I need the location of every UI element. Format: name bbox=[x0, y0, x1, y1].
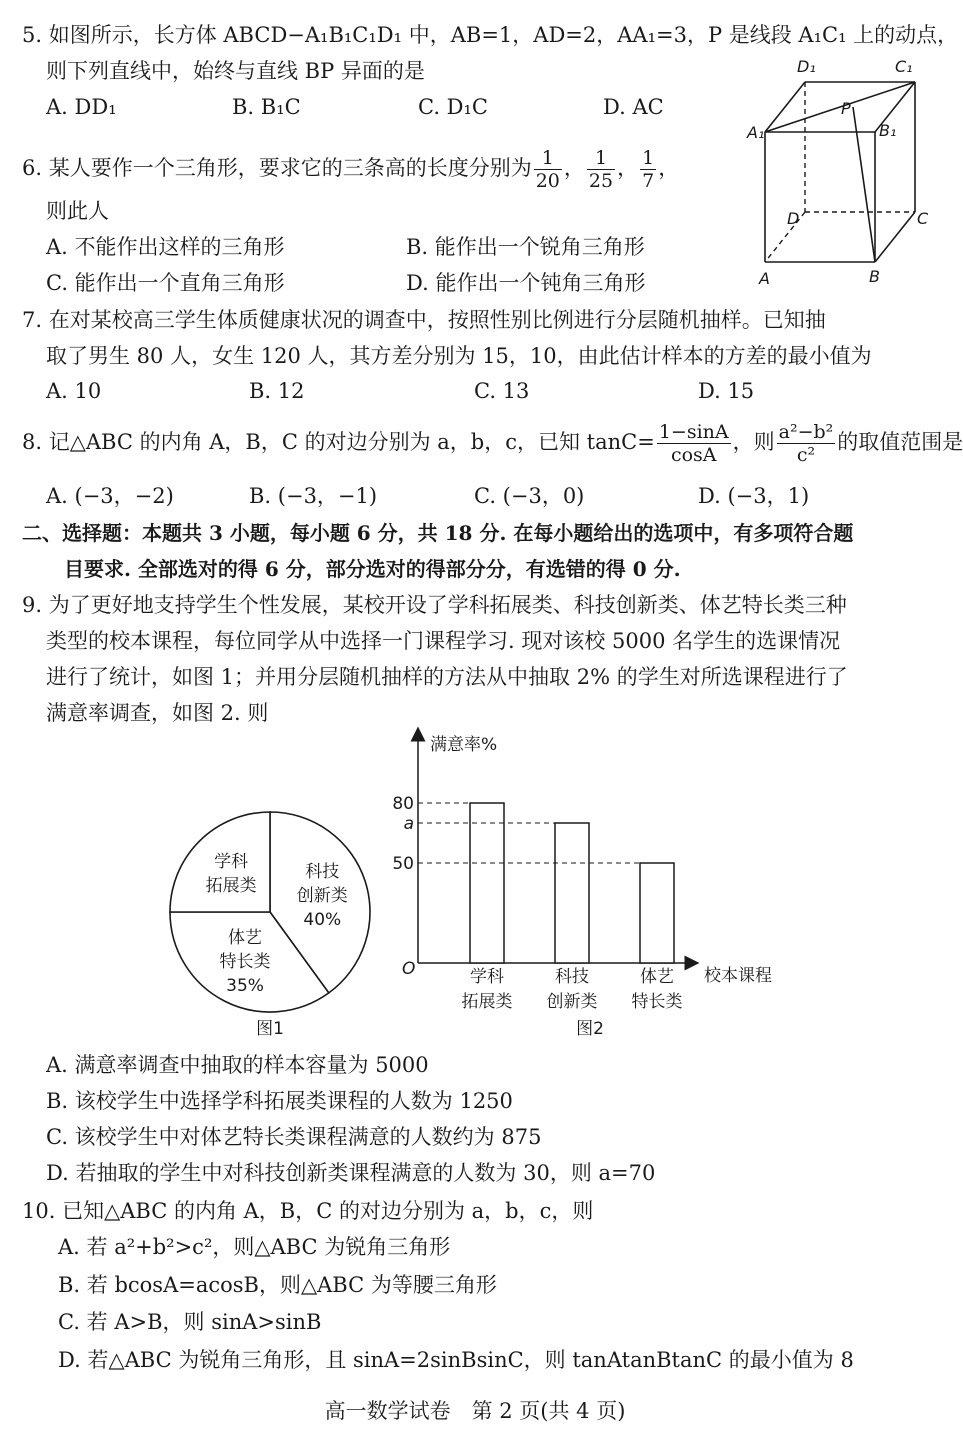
page-footer: 高一数学试卷 第 2 页(共 4 页) bbox=[324, 1399, 626, 1423]
q5-option-d: D. AC bbox=[603, 95, 664, 119]
pie-label-0-1: 拓展类 bbox=[205, 876, 257, 897]
q6-option-a: A. 不能作出这样的三角形 bbox=[46, 235, 285, 259]
bar-2 bbox=[640, 863, 674, 963]
q10-option-a: A. 若 a²+b²>c²，则△ABC 为锐角三角形 bbox=[58, 1235, 451, 1259]
q5-option-b: B. B₁C bbox=[232, 95, 301, 119]
q7-line2: 取了男生 80 人，女生 120 人，其方差分别为 15，10，由此估计样本的方差的最小值为 bbox=[46, 344, 872, 368]
q10-option-d: D. 若△ABC 为锐角三角形，且 sinA=2sinBsinC，则 tanAtanBtanC 的最小值为 8 bbox=[58, 1348, 854, 1372]
q7-option-d: D. 15 bbox=[698, 379, 755, 403]
q8-option-c: C. (−3，0) bbox=[474, 484, 585, 508]
label-d1: D₁ bbox=[797, 57, 816, 76]
cuboid-figure bbox=[745, 52, 945, 292]
q9-option-c: C. 该校学生中对体艺特长类课程满意的人数约为 875 bbox=[46, 1125, 542, 1149]
q6-line2: 则此人 bbox=[46, 199, 109, 223]
q5-line1: 5. 如图所示，长方体 ABCD−A₁B₁C₁D₁ 中，AB=1，AD=2，AA₁=3，P 是线段 A₁C₁ 上的动点， bbox=[22, 23, 959, 47]
section2-heading-line1: 二、选择题：本题共 3 小题，每小题 6 分，共 18 分. 在每小题给出的选项中，有多项符合题 bbox=[22, 521, 854, 545]
label-b: B bbox=[869, 267, 880, 286]
q8-line1: 8. 记△ABC 的内角 A，B，C 的对边分别为 a，b，c，已知 tanC= $\frac{1-\sin A}{\cos A}$ ，则 $\frac{\text{a²−b²}}{\text{c²}}$ 的取值范围是 bbox=[22, 421, 963, 466]
label-c: C bbox=[917, 209, 929, 228]
bar-category-0-0: 学科 bbox=[470, 967, 504, 987]
q6-option-b: B. 能作出一个锐角三角形 bbox=[406, 235, 645, 259]
q6-frac-3: $\frac{1}{7}$ bbox=[642, 147, 655, 192]
q5-option-c: C. D₁C bbox=[418, 95, 488, 119]
label-d: D bbox=[787, 209, 800, 228]
pie-label-2-2: 35% bbox=[226, 976, 264, 997]
pie-label-0-0: 学科 bbox=[214, 852, 249, 873]
q6-prefix: 6. 某人要作一个三角形，要求它的三条高的长度分别为 bbox=[22, 156, 532, 180]
pie-label-1-1: 创新类 bbox=[296, 886, 348, 907]
q6-line1: 6. 某人要作一个三角形，要求它的三条高的长度分别为 $\frac{1}{20}$ ， $\frac{1}{25}$ ， $\frac{1}{7}$ ， bbox=[22, 147, 680, 192]
q10-option-c: C. 若 A>B，则 sinA>sinB bbox=[58, 1310, 322, 1334]
bar-xlabel: 校本课程 bbox=[704, 966, 772, 986]
q9-option-b: B. 该校学生中选择学科拓展类课程的人数为 1250 bbox=[46, 1089, 513, 1113]
q9-line3: 进行了统计，如图 1；并用分层随机抽样的方法从中抽取 2% 的学生对所选课程进行了 bbox=[46, 665, 848, 689]
q5-option-a: A. DD₁ bbox=[46, 95, 117, 119]
q7-option-a: A. 10 bbox=[46, 379, 102, 403]
pie-chart-figure1 bbox=[160, 810, 380, 1050]
pie-label-1-0: 科技 bbox=[305, 862, 340, 883]
q6-frac-1: $\frac{1}{20}$ bbox=[535, 147, 560, 192]
q9-option-d: D. 若抽取的学生中对科技创新类课程满意的人数为 30，则 a=70 bbox=[46, 1161, 656, 1185]
q9-option-a: A. 满意率调查中抽取的样本容量为 5000 bbox=[46, 1053, 429, 1077]
q9-line4: 满意率调查，如图 2. 则 bbox=[46, 701, 269, 725]
bar-category-2-0: 体艺 bbox=[640, 967, 674, 987]
figure2-caption: 图2 bbox=[576, 1019, 604, 1039]
q6-frac-2: $\frac{1}{25}$ bbox=[588, 147, 614, 192]
bar-category-2-1: 特长类 bbox=[631, 992, 683, 1012]
q7-line1: 7. 在对某校高三学生体质健康状况的调查中，按照性别比例进行分层随机抽样。已知抽 bbox=[22, 308, 826, 332]
q9-line1: 9. 为了更好地支持学生个性发展，某校开设了学科拓展类、科技创新类、体艺特长类三种 bbox=[22, 593, 847, 617]
figure1-caption: 图1 bbox=[256, 1019, 284, 1039]
q8-frac-tanc: $\frac{1-\sin A}{\cos A}$ bbox=[658, 421, 729, 466]
bar-chart-figure2 bbox=[392, 728, 802, 1050]
q7-option-c: C. 13 bbox=[474, 379, 530, 403]
bar-1 bbox=[555, 823, 589, 963]
q8-option-a: A. (−3，−2) bbox=[46, 484, 174, 508]
label-a: A bbox=[759, 269, 770, 288]
q10-option-b: B. 若 bcosA=acosB，则△ABC 为等腰三角形 bbox=[58, 1273, 497, 1297]
q7-option-b: B. 12 bbox=[249, 379, 305, 403]
label-c1: C₁ bbox=[895, 57, 913, 76]
label-a1: A₁ bbox=[747, 123, 765, 142]
q6-option-c: C. 能作出一个直角三角形 bbox=[46, 271, 285, 295]
bar-ytick-0: 80 bbox=[392, 794, 414, 814]
q5-line2: 则下列直线中，始终与直线 BP 异面的是 bbox=[46, 59, 425, 83]
q9-line2: 类型的校本课程，每位同学从中选择一门课程学习. 现对该校 5000 名学生的选课情况 bbox=[46, 629, 841, 653]
bar-category-1-0: 科技 bbox=[555, 967, 589, 987]
q6-option-d: D. 能作出一个钝角三角形 bbox=[406, 271, 646, 295]
label-b1: B₁ bbox=[879, 121, 897, 140]
bar-0 bbox=[470, 803, 504, 963]
q8-frac-ratio: $\frac{\text{a²−b²}}{\text{c²}}$ bbox=[778, 421, 834, 466]
q8-option-b: B. (−3，−1) bbox=[249, 484, 378, 508]
q10-line1: 10. 已知△ABC 的内角 A，B，C 的对边分别为 a，b，c，则 bbox=[22, 1199, 594, 1223]
bar-category-1-1: 创新类 bbox=[546, 992, 598, 1012]
section2-heading-line2: 目要求. 全部选对的得 6 分，部分选对的得部分分，有选错的得 0 分. bbox=[64, 557, 681, 581]
bar-origin: O bbox=[402, 959, 416, 979]
q8-option-d: D. (−3，1) bbox=[698, 484, 810, 508]
bar-ytick-1: a bbox=[403, 814, 414, 834]
bar-category-0-1: 拓展类 bbox=[461, 992, 513, 1012]
bar-ylabel: 满意率% bbox=[430, 735, 498, 755]
pie-label-1-2: 40% bbox=[303, 910, 342, 931]
bar-ytick-2: 50 bbox=[392, 854, 414, 874]
pie-label-2-0: 体艺 bbox=[228, 928, 263, 949]
label-p: P bbox=[841, 99, 851, 118]
pie-label-2-1: 特长类 bbox=[219, 952, 271, 973]
